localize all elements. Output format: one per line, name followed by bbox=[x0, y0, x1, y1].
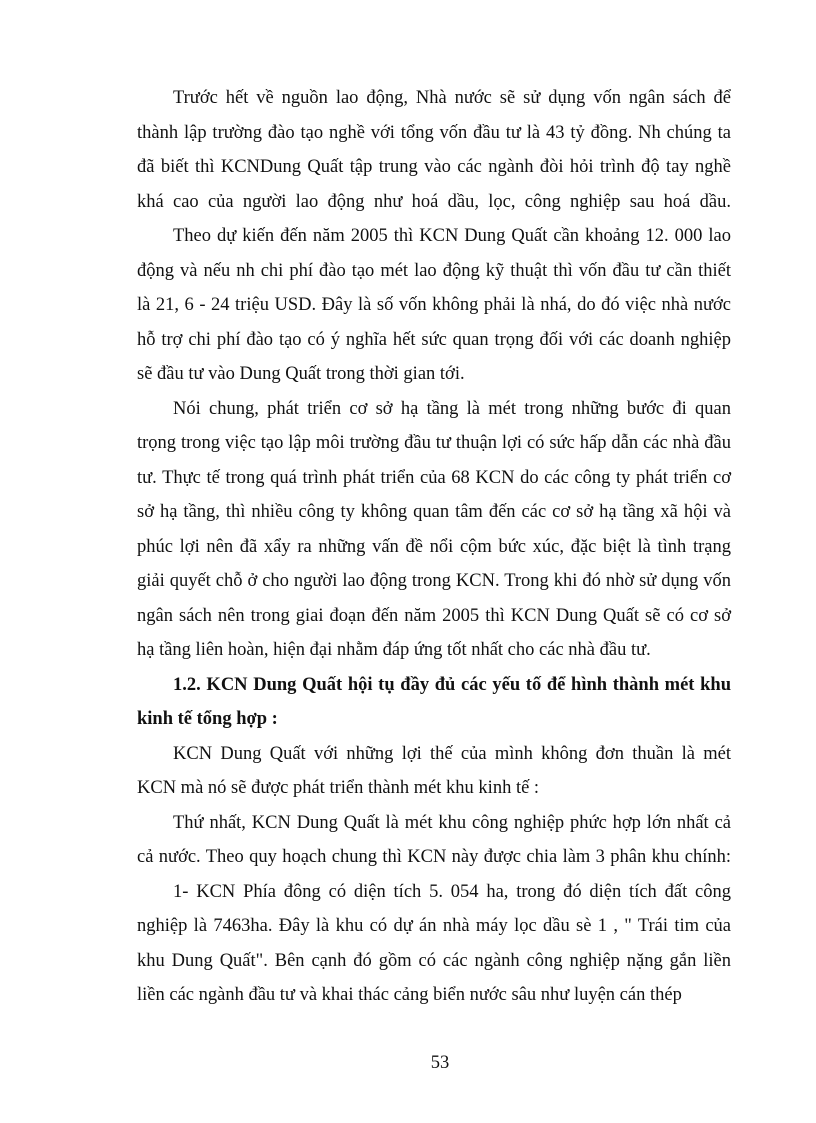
text-line: đã biết thì KCNDung Quất tập trung vào các ngành đòi hỏi trình độ tay nghề bbox=[137, 157, 731, 177]
text-line: ngân sách nên trong giai đoạn đến năm 2005 thì KCN Dung Quất sẽ có cơ sở bbox=[137, 605, 731, 626]
paragraph bbox=[137, 806, 731, 875]
text-line: trọng trong việc tạo lập môi trường đầu tư thuận lợi có sức hấp dẫn các nhà đầu bbox=[137, 433, 731, 453]
text-line: Nói chung, phát triển cơ sở hạ tầng là mét trong những bước đi quan bbox=[173, 398, 731, 419]
paragraph bbox=[137, 875, 731, 1013]
text-line: phúc lợi nên đã xẩy ra những vấn đề nổi cộm bức xúc, đặc biệt là tình trạng bbox=[137, 536, 731, 557]
paragraph bbox=[137, 81, 731, 219]
text-line: khá cao của người lao động như hoá dầu, lọc, công nghiệp sau hoá dầu. bbox=[137, 191, 731, 212]
paragraph bbox=[137, 219, 731, 392]
text-line: Trước hết về nguồn lao động, Nhà nước sẽ sử dụng vốn ngân sách để bbox=[173, 88, 731, 108]
text-line: tư. Thực tế trong quá trình phát triển của 68 KCN do các công ty phát triển cơ bbox=[137, 467, 731, 488]
text-line: khu Dung Quất". Bên cạnh đó gồm có các ngành công nghiệp nặng gắn liền bbox=[137, 950, 731, 971]
text-line: động và nếu nh chi phí đào tạo mét lao động kỹ thuật thì vốn đầu tư cần thiết bbox=[137, 260, 731, 281]
text-line: cả nước. Theo quy hoạch chung thì KCN này được chia làm 3 phân khu chính: bbox=[137, 847, 731, 867]
text-line: liền các ngành đầu tư và khai thác cảng biển nước sâu như luyện cán thép bbox=[137, 985, 682, 1005]
text-line: hạ tầng liên hoàn, hiện đại nhằm đáp ứng tốt nhất cho các nhà đầu tư. bbox=[137, 640, 651, 660]
text-line: 1- KCN Phía đông có diện tích 5. 054 ha, trong đó diện tích đất công bbox=[173, 881, 731, 902]
paragraph bbox=[137, 737, 731, 806]
text-line: KCN Dung Quất với những lợi thế của mình không đơn thuần là mét bbox=[173, 743, 731, 764]
paragraph bbox=[137, 392, 731, 668]
page-number: 53 bbox=[430, 1053, 450, 1073]
text-line: sẽ đầu tư vào Dung Quất trong thời gian tới. bbox=[137, 364, 465, 384]
text-line: KCN mà nó sẽ được phát triển thành mét khu kinh tế : bbox=[137, 778, 540, 798]
text-line: kinh tế tổng hợp : bbox=[137, 709, 278, 729]
text-line: sở hạ tầng, thì nhiều công ty không quan tâm đến các cơ sở hạ tầng xã hội và bbox=[137, 502, 731, 522]
text-line: giải quyết chỗ ở cho người lao động trong KCN. Trong khi đó nhờ sử dụng vốn bbox=[137, 571, 731, 591]
text-line: 1.2. KCN Dung Quất hội tụ đầy đủ các yếu tố để hình thành mét khu bbox=[173, 674, 731, 695]
text-line: là 21, 6 - 24 triệu USD. Đây là số vốn không phải là nhá, do đó việc nhà nước bbox=[137, 295, 731, 315]
text-line: nghiệp là 7463ha. Đây là khu có dự án nhà máy lọc dầu sè 1 , " Trái tim của bbox=[137, 916, 731, 936]
text-line: Theo dự kiến đến năm 2005 thì KCN Dung Quất cần khoảng 12. 000 lao bbox=[173, 226, 731, 246]
text-line: Thứ nhất, KCN Dung Quất là mét khu công nghiệp phức hợp lớn nhất cả bbox=[173, 812, 731, 833]
text-line: hỗ trợ chi phí đào tạo có ý nghĩa hết sức quan trọng đối với các doanh nghiệp bbox=[137, 329, 731, 350]
document-body bbox=[137, 81, 731, 1013]
text-line: thành lập trường đào tạo nghề với tổng vốn đầu tư là 43 tỷ đồng. Nh chúng ta bbox=[137, 122, 731, 143]
section-heading bbox=[137, 668, 731, 737]
